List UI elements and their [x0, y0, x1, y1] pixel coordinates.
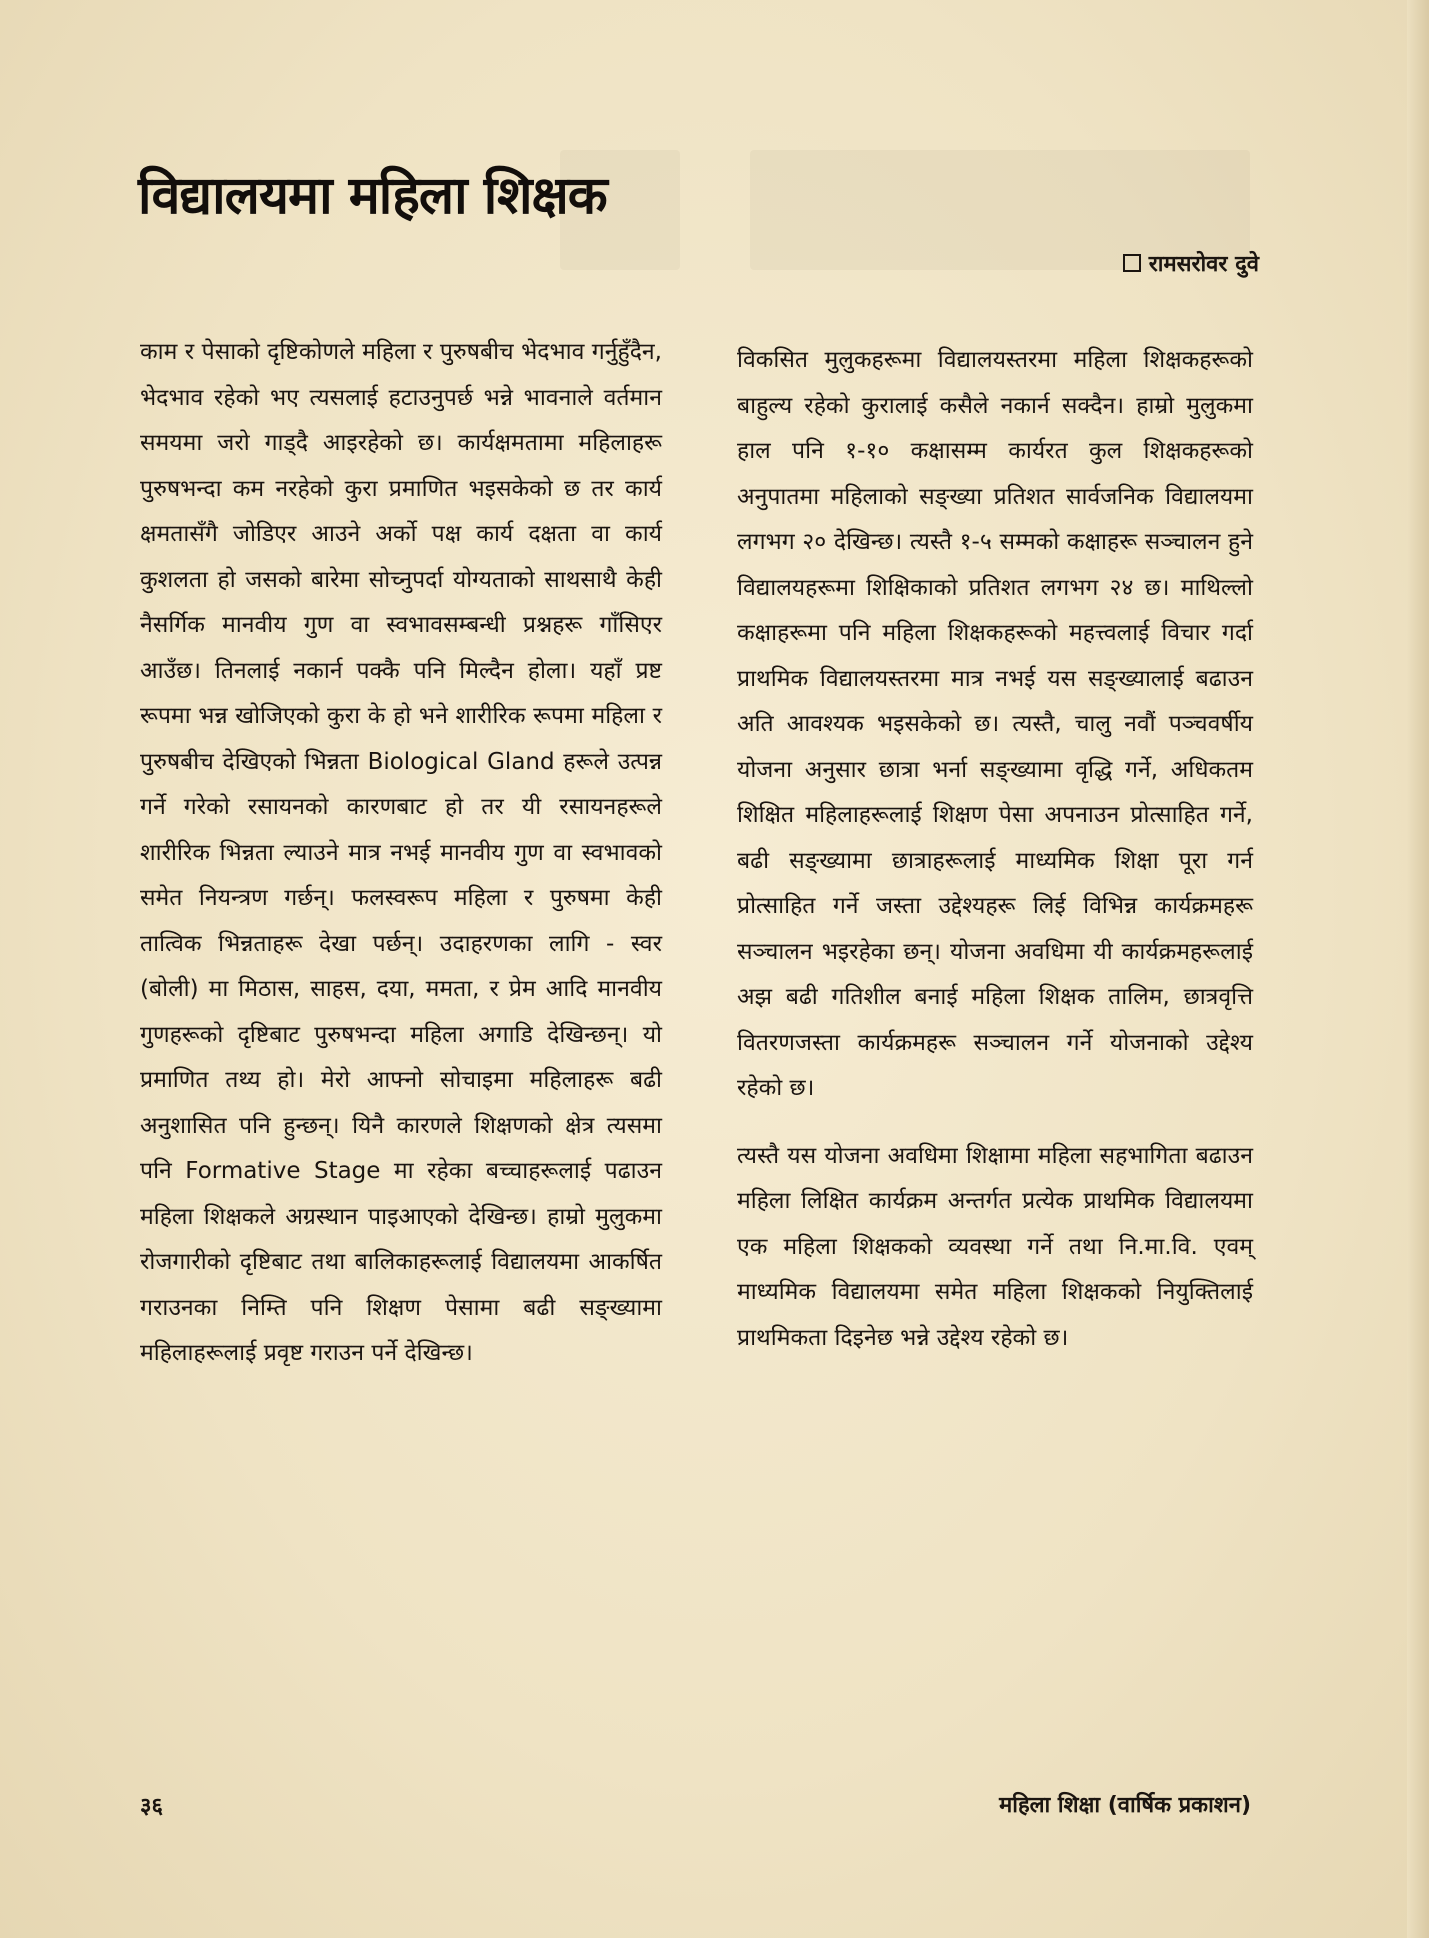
page-number: ३६ — [140, 1794, 163, 1819]
page-edge — [1407, 0, 1429, 1938]
right-column — [737, 338, 1253, 1361]
right-paragraph-2: त्यस्तै यस योजना अवधिमा शिक्षामा महिला सहभागिता बढाउन महिला लिक्षित कार्यक्रम अन्तर्गत प्रत्येक प्राथमिक विद्यालयमा एक महिला शिक्षकको व्यवस्था गर्ने तथा नि.मा.वि. एवम् माध्यमिक विद्यालयमा समेत महिला शिक्षकको नियुक्तिलाई प्राथमिकता दिइनेछ भन्ने उद्देश्य रहेको छ। — [737, 1142, 1253, 1351]
checkbox-bullet-icon — [1123, 254, 1141, 272]
left-column — [140, 330, 662, 1377]
publication-footer: महिला शिक्षा (वार्षिक प्रकाशन) — [999, 1793, 1251, 1818]
right-paragraph-1: विकसित मुलुकहरूमा विद्यालयस्तरमा महिला शिक्षकहरूको बाहुल्य रहेको कुरालाई कसैले नकार्न सक्दैन। हाम्रो मुलुकमा हाल पनि १-१० कक्षासम्म कार्यरत कुल शिक्षकहरूको अनुपातमा महिलाको सङ्ख्या प्रतिशत सार्वजनिक विद्यालयमा लगभग २० देखिन्छ। त्यस्तै १-५ सम्मको कक्षाहरू सञ्चालन हुने विद्यालयहरूमा शिक्षिकाको प्रतिशत लगभग २४ छ। माथिल्लो कक्षाहरूमा पनि महिला शिक्षकहरूको महत्त्वलाई विचार गर्दा प्राथमिक विद्यालयस्तरमा मात्र नभई यस सङ्ख्यालाई बढाउन अति आवश्यक भइसकेको छ। त्यस्तै, चालु नवौं पञ्चवर्षीय योजना अनुसार छात्रा भर्ना सङ्ख्यामा वृद्धि गर्ने, अधिकतम शिक्षित महिलाहरूलाई शिक्षण पेसा अपनाउन प्रोत्साहित गर्ने, बढी सङ्ख्यामा छात्राहरूलाई माध्यमिक शिक्षा पूरा गर्न प्रोत्साहित गर्ने जस्ता उद्देश्यहरू लिई विभिन्न कार्यक्रमहरू सञ्चालन भइरहेका छन्। योजना अवधिमा यी कार्यक्रमहरूलाई अझ बढी गतिशील बनाई महिला शिक्षक तालिम, छात्रवृत्ति वितरणजस्ता कार्यक्रमहरू सञ्चालन गर्ने योजनाको उद्देश्य रहेको छ। — [737, 347, 1253, 1101]
author-byline — [1123, 248, 1259, 278]
author-name: रामसरोवर दुवे — [1148, 252, 1259, 277]
article-title: विद्यालयमा महिला शिक्षक — [138, 166, 607, 226]
left-paragraph-1: काम र पेसाको दृष्टिकोणले महिला र पुरुषबीच भेदभाव गर्नुहुँदैन, भेदभाव रहेको भए त्यसलाई हटाउनुपर्छ भन्ने भावनाले वर्तमान समयमा जरो गाड्दै आइरहेको छ। कार्यक्षमतामा महिलाहरू पुरुषभन्दा कम नरहेको कुरा प्रमाणित भइसकेको छ तर कार्य क्षमतासँगै जोडिएर आउने अर्को पक्ष कार्य दक्षता वा कार्य कुशलता हो जसको बारेमा सोच्नुपर्दा योग्यताको साथसाथै केही नैसर्गिक मानवीय गुण वा स्वभावसम्बन्धी प्रश्नहरू गाँसिएर आउँछ। तिनलाई नकार्न पक्कै पनि मिल्दैन होला। यहाँ प्रष्ट रूपमा भन्न खोजिएको कुरा के हो भने शारीरिक रूपमा महिला र पुरुषबीच देखिएको भिन्नता Biological Gland हरूले उत्पन्न गर्ने गरेको रसायनको कारणबाट हो तर यी रसायनहरूले शारीरिक भिन्नता ल्याउने मात्र नभई मानवीय गुण वा स्वभावको समेत नियन्त्रण गर्छन्। फलस्वरूप महिला र पुरुषमा केही तात्विक भिन्नताहरू देखा पर्छन्। उदाहरणका लागि - स्वर (बोली) मा मिठास, साहस, दया, ममता, र प्रेम आदि मानवीय गुणहरूको दृष्टिबाट पुरुषभन्दा महिला अगाडि देखिन्छन्। यो प्रमाणित तथ्य हो। मेरो आफ्नो सोचाइमा महिलाहरू बढी अनुशासित पनि हुन्छन्। यिनै कारणले शिक्षणको क्षेत्र त्यसमा पनि Formative Stage मा रहेका बच्चाहरूलाई पढाउन महिला शिक्षकले अग्रस्थान पाइआएको देखिन्छ। हाम्रो मुलुकमा रोजगारीको दृष्टिबाट तथा बालिकाहरूलाई विद्यालयमा आकर्षित गराउनका निम्ति पनि शिक्षण पेसामा बढी सङ्ख्यामा महिलाहरूलाई प्रवृष्ट गराउन पर्ने देखिन्छ। — [140, 339, 662, 1366]
